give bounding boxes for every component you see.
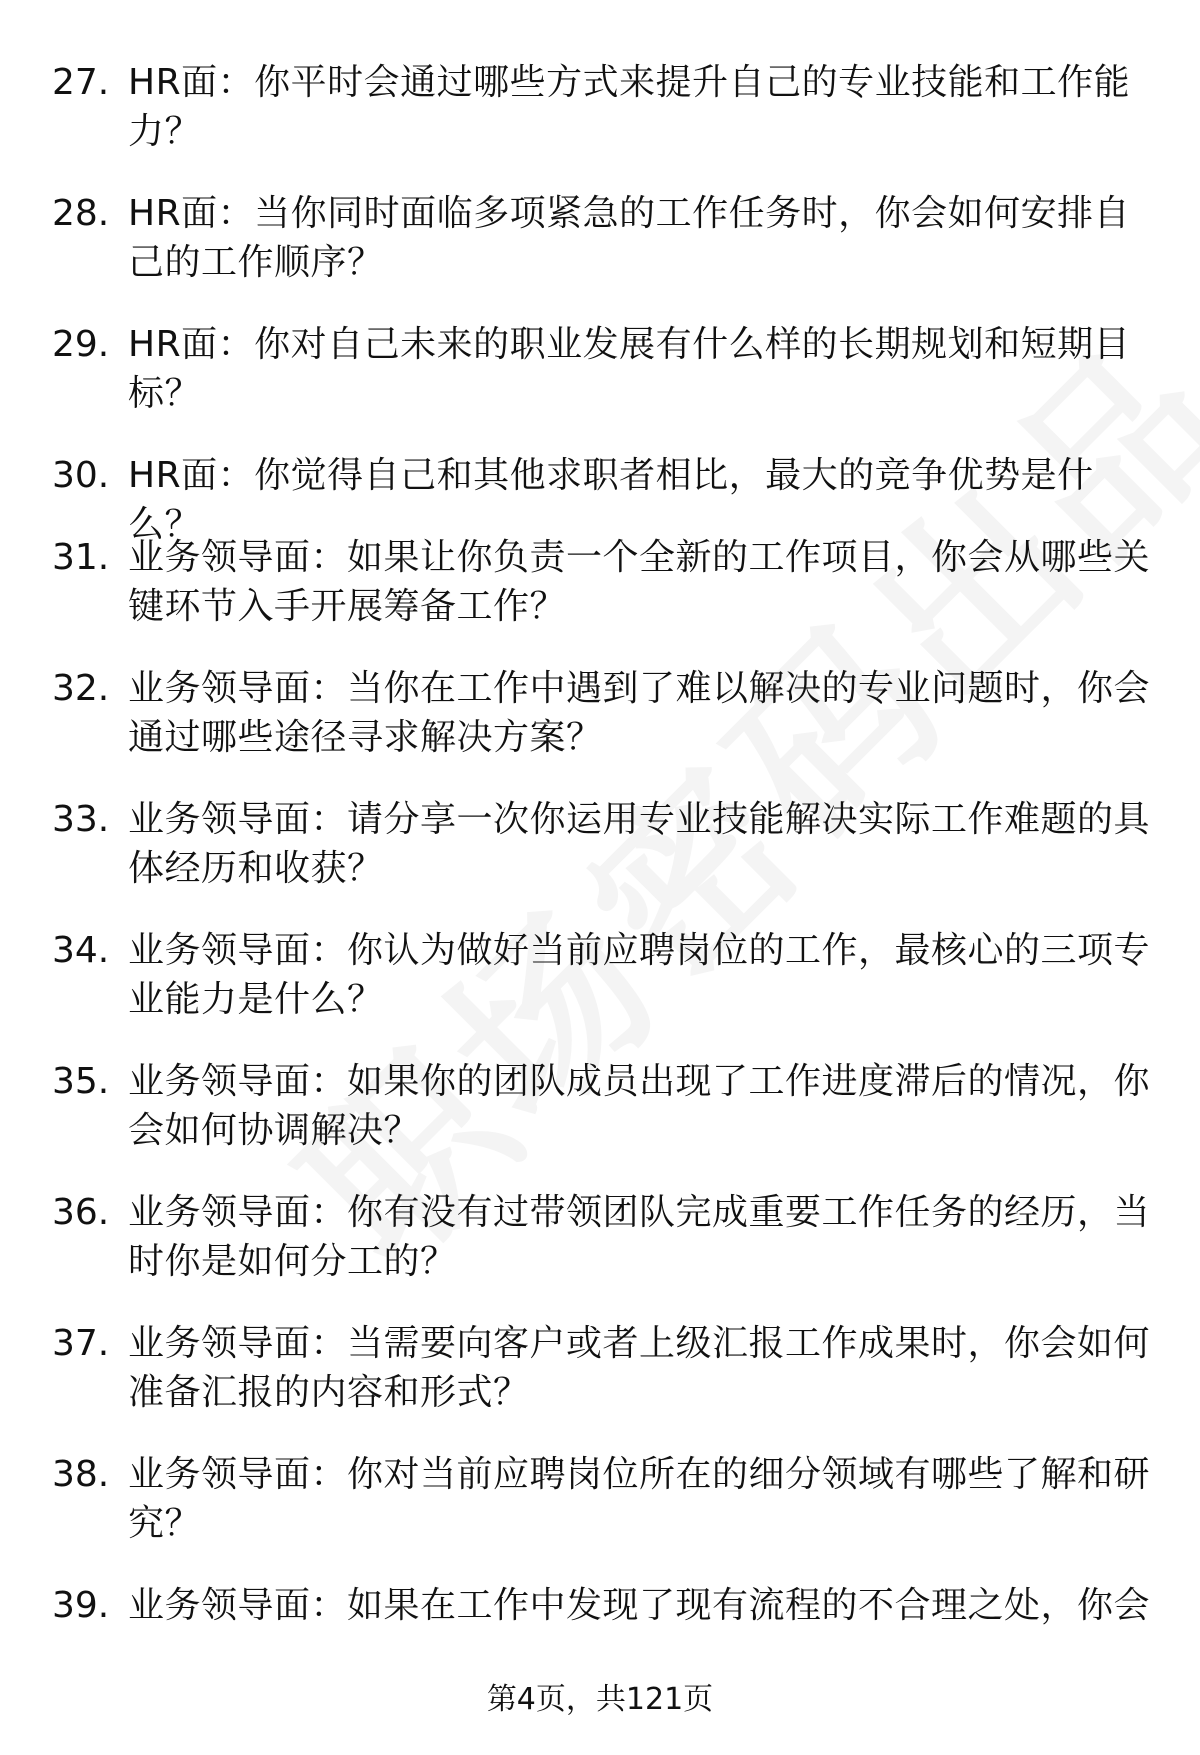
question-number: 30. <box>52 455 110 496</box>
list-item <box>0 1188 1200 1286</box>
question-text: 业务领导面：如果你的团队成员出现了工作进度滞后的情况，你会如何协调解决？ <box>128 1061 1151 1151</box>
question-number: 33. <box>52 799 110 840</box>
question-number: 38. <box>52 1454 110 1495</box>
list-item <box>0 320 1200 418</box>
question-text: HR面：当你同时面临多项紧急的工作任务时，你会如何安排自己的工作顺序？ <box>128 193 1131 283</box>
question-text: 业务领导面：你有没有过带领团队完成重要工作任务的经历，当时你是如何分工的？ <box>128 1192 1151 1282</box>
question-number: 36. <box>52 1192 110 1233</box>
list-item <box>0 1057 1200 1155</box>
list-item <box>0 451 1200 545</box>
question-text: 业务领导面：请分享一次你运用专业技能解决实际工作难题的具体经历和收获？ <box>128 799 1151 889</box>
question-text: HR面：你觉得自己和其他求职者相比，最大的竞争优势是什么？ <box>128 455 1094 545</box>
question-text: 业务领导面：如果让你负责一个全新的工作项目，你会从哪些关键环节入手开展筹备工作？ <box>128 537 1151 627</box>
page-footer: 第4页，共121页 <box>486 1682 714 1717</box>
question-number: 31. <box>52 537 110 578</box>
question-text: 业务领导面：你认为做好当前应聘岗位的工作，最核心的三项专业能力是什么？ <box>128 930 1151 1020</box>
question-number: 28. <box>52 193 110 234</box>
list-item <box>0 1319 1200 1417</box>
question-number: 39. <box>52 1585 110 1626</box>
question-text: HR面：你平时会通过哪些方式来提升自己的专业技能和工作能力？ <box>128 62 1131 152</box>
question-number: 35. <box>52 1061 110 1102</box>
question-text: 业务领导面：你对当前应聘岗位所在的细分领域有哪些了解和研究？ <box>128 1454 1151 1544</box>
question-text: HR面：你对自己未来的职业发展有什么样的长期规划和短期目标？ <box>128 324 1131 414</box>
list-item <box>0 1581 1200 1630</box>
list-item <box>0 58 1200 156</box>
list-item <box>0 664 1200 762</box>
question-list <box>0 58 1200 1663</box>
question-number: 34. <box>52 930 110 971</box>
question-number: 29. <box>52 324 110 365</box>
question-number: 32. <box>52 668 110 709</box>
list-item <box>0 1450 1200 1548</box>
list-item <box>0 795 1200 893</box>
question-text: 业务领导面：当你在工作中遇到了难以解决的专业问题时，你会通过哪些途径寻求解决方案？ <box>128 668 1151 758</box>
question-number: 37. <box>52 1323 110 1364</box>
question-text: 业务领导面：如果在工作中发现了现有流程的不合理之处，你会 <box>128 1585 1151 1626</box>
list-item <box>0 533 1200 631</box>
question-text: 业务领导面：当需要向客户或者上级汇报工作成果时，你会如何准备汇报的内容和形式？ <box>128 1323 1151 1413</box>
list-item <box>0 926 1200 1024</box>
question-number: 27. <box>52 62 110 103</box>
list-item <box>0 189 1200 287</box>
